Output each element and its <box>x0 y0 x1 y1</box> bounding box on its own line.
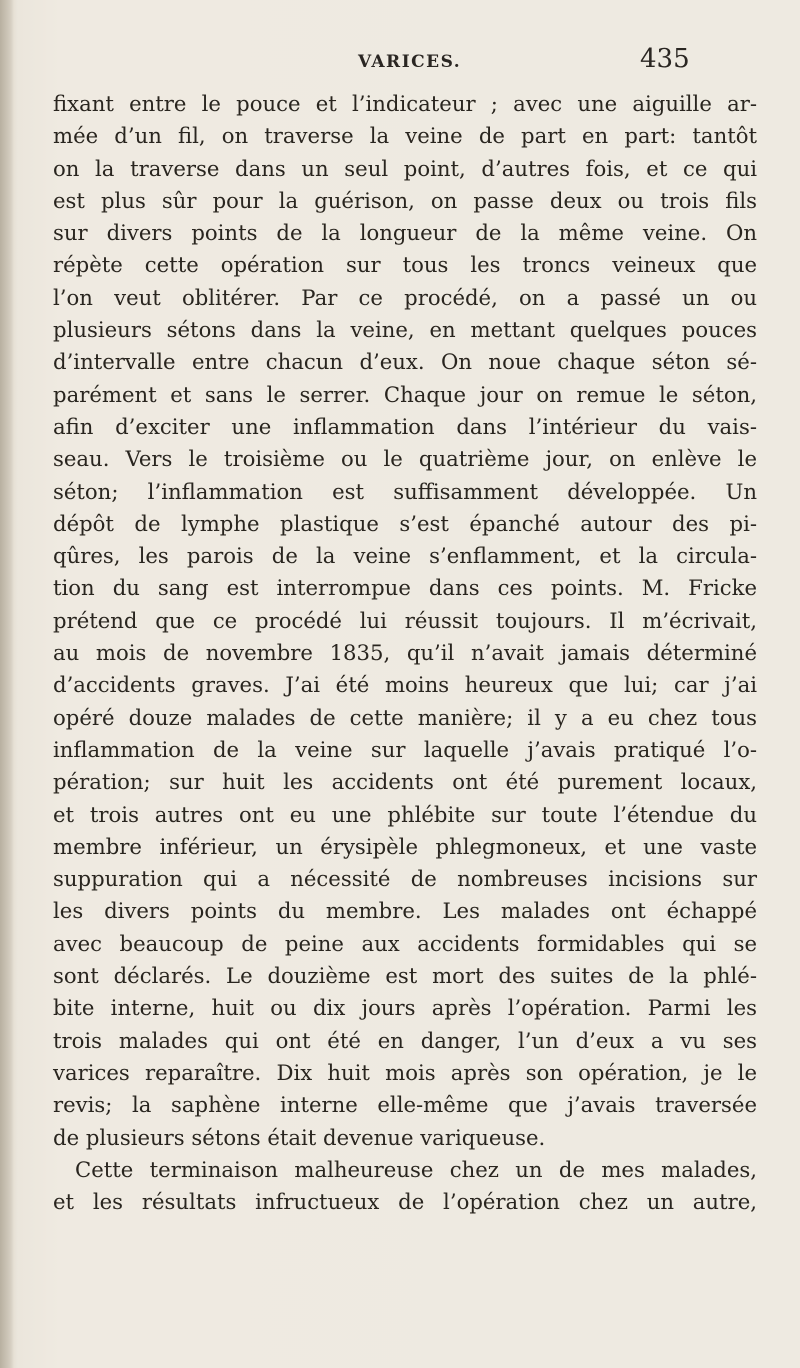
text-line: suppuration qui a nécessité de nombreuses incisions sur <box>53 866 757 892</box>
text-line: d’accidents graves. J’ai été moins heureux que lui; car j’ai <box>53 672 757 698</box>
text-line: trois malades qui ont été en danger, l’un d’eux a vu ses <box>53 1027 757 1053</box>
page-binding-edge <box>0 0 14 1368</box>
text-line: de plusieurs sétons était devenue variqueuse. <box>53 1124 546 1150</box>
text-line: séton; l’inflammation est suffisamment développée. Un <box>53 478 757 504</box>
text-line: seau. Vers le troisième ou le quatrième jour, on enlève le <box>53 446 757 472</box>
running-head: VARICES. <box>358 52 462 72</box>
text-line: et les résultats infructueux de l’opération chez un autre, <box>53 1189 757 1215</box>
text-line: l’on veut oblitérer. Par ce procédé, on a passé un ou <box>53 284 757 310</box>
text-line: inflammation de la veine sur laquelle j’avais pratiqué l’o- <box>53 736 757 762</box>
text-line: pération; sur huit les accidents ont été purement locaux, <box>53 769 757 795</box>
body-text <box>53 88 757 1218</box>
text-line: est plus sûr pour la guérison, on passe deux ou trois fils <box>53 187 757 213</box>
text-line: mée d’un fil, on traverse la veine de part en part: tantôt <box>53 123 757 149</box>
text-line: parément et sans le serrer. Chaque jour on remue le séton, <box>53 381 757 407</box>
text-line: bite interne, huit ou dix jours après l’opération. Parmi les <box>53 995 757 1021</box>
text-line: et trois autres ont eu une phlébite sur toute l’étendue du <box>53 801 757 827</box>
text-line: tion du sang est interrompue dans ces points. M. Fricke <box>53 575 757 601</box>
page-header <box>0 44 800 84</box>
text-line: dépôt de lymphe plastique s’est épanché autour des pi- <box>53 510 757 536</box>
text-line: répète cette opération sur tous les troncs veineux que <box>53 252 757 278</box>
page-number: 435 <box>640 44 690 74</box>
text-line: qûres, les parois de la veine s’enflamment, et la circula- <box>53 543 757 569</box>
text-line: Cette terminaison malheureuse chez un de mes malades, <box>75 1156 757 1182</box>
text-line: membre inférieur, un érysipèle phlegmoneux, et une vaste <box>53 833 757 859</box>
text-line: afin d’exciter une inflammation dans l’intérieur du vais- <box>53 413 757 439</box>
text-line: prétend que ce procédé lui réussit toujours. Il m’écrivait, <box>53 607 757 633</box>
text-line: sur divers points de la longueur de la même veine. On <box>53 220 757 246</box>
text-line: opéré douze malades de cette manière; il y a eu chez tous <box>53 704 757 730</box>
text-line: avec beaucoup de peine aux accidents formidables qui se <box>53 930 757 956</box>
text-line: varices reparaître. Dix huit mois après son opération, je le <box>53 1059 757 1085</box>
text-line: d’intervalle entre chacun d’eux. On noue chaque séton sé- <box>53 349 757 375</box>
text-line: revis; la saphène interne elle-même que j’avais traversée <box>53 1092 757 1118</box>
text-line: fixant entre le pouce et l’indicateur ; avec une aiguille ar- <box>53 91 757 116</box>
text-line: les divers points du membre. Les malades ont échappé <box>53 898 757 924</box>
text-line: sont déclarés. Le douzième est mort des suites de la phlé- <box>53 963 757 989</box>
text-line: au mois de novembre 1835, qu’il n’avait jamais déterminé <box>53 640 757 666</box>
text-line: on la traverse dans un seul point, d’autres fois, et ce qui <box>53 155 757 181</box>
text-line: plusieurs sétons dans la veine, en mettant quelques pouces <box>53 317 757 343</box>
